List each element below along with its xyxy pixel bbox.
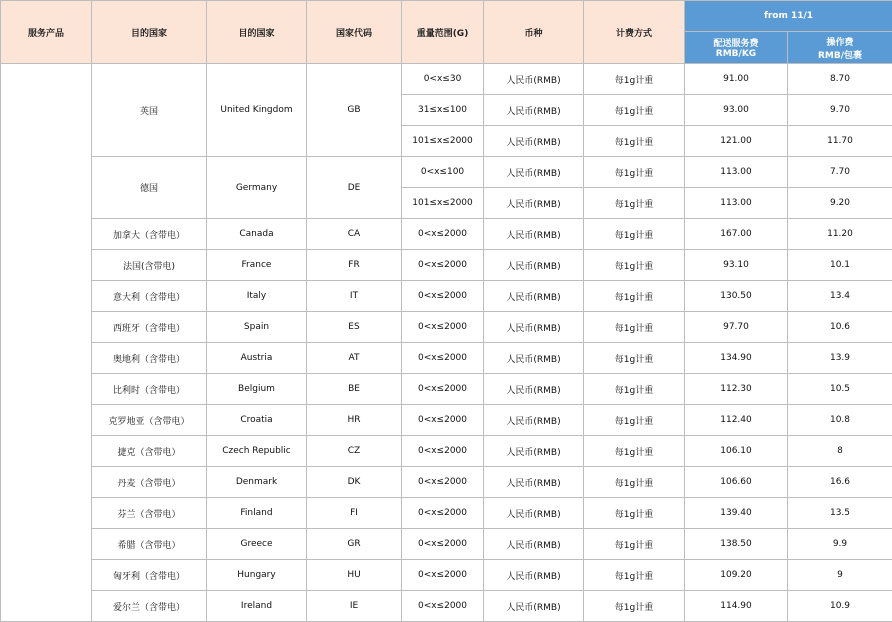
- table-row: [1, 281, 892, 312]
- header-country-code: 国家代码: [307, 1, 402, 64]
- header-weight-range: 重量范围(G): [402, 1, 484, 64]
- country-code-cell: BE: [307, 374, 402, 405]
- handling-fee-cell: 9.70: [788, 95, 892, 126]
- handling-fee-cell: 13.9: [788, 343, 892, 374]
- billing-method-cell: 每1g计重: [584, 498, 685, 529]
- table-row: [1, 498, 892, 529]
- country-code-cell: GR: [307, 529, 402, 560]
- delivery-fee-cell: 91.00: [685, 64, 788, 95]
- weight-range-cell: 0<x≤2000: [402, 436, 484, 467]
- country-en-cell: Italy: [207, 281, 307, 312]
- handling-fee-cell: 8.70: [788, 64, 892, 95]
- billing-method-cell: 每1g计重: [584, 467, 685, 498]
- billing-method-cell: 每1g计重: [584, 405, 685, 436]
- delivery-fee-cell: 109.20: [685, 560, 788, 591]
- header-currency: 币种: [484, 1, 584, 64]
- header-delivery-fee-label: 配送服务费: [713, 39, 759, 49]
- table-row: [1, 436, 892, 467]
- country-cn-cell: 丹麦（含带电）: [92, 467, 207, 498]
- handling-fee-cell: 10.9: [788, 591, 892, 622]
- handling-fee-cell: 10.1: [788, 250, 892, 281]
- currency-cell: 人民币(RMB): [484, 219, 584, 250]
- header-handling-fee-label: 操作费: [826, 37, 854, 48]
- country-en-cell: United Kingdom: [207, 64, 307, 157]
- table-row: [1, 157, 892, 188]
- country-cn-cell: 德国: [92, 157, 207, 219]
- handling-fee-cell: 10.5: [788, 374, 892, 405]
- weight-range-cell: 0<x≤2000: [402, 591, 484, 622]
- handling-fee-cell: 10.6: [788, 312, 892, 343]
- country-code-cell: ES: [307, 312, 402, 343]
- country-cn-cell: 匈牙利（含带电）: [92, 560, 207, 591]
- handling-fee-cell: 11.20: [788, 219, 892, 250]
- weight-range-cell: 0<x≤2000: [402, 405, 484, 436]
- weight-range-cell: 0<x≤2000: [402, 560, 484, 591]
- country-en-cell: France: [207, 250, 307, 281]
- currency-cell: 人民币(RMB): [484, 591, 584, 622]
- country-en-cell: Canada: [207, 219, 307, 250]
- country-code-cell: DE: [307, 157, 402, 219]
- table-row: [1, 374, 892, 405]
- currency-cell: 人民币(RMB): [484, 281, 584, 312]
- currency-cell: 人民币(RMB): [484, 405, 584, 436]
- country-cn-cell: 爱尔兰（含带电）: [92, 591, 207, 622]
- table-body: [1, 64, 892, 622]
- currency-cell: 人民币(RMB): [484, 188, 584, 219]
- country-en-cell: Ireland: [207, 591, 307, 622]
- billing-method-cell: 每1g计重: [584, 529, 685, 560]
- delivery-fee-cell: 139.40: [685, 498, 788, 529]
- country-cn-cell: 比利时（含带电）: [92, 374, 207, 405]
- handling-fee-cell: 13.5: [788, 498, 892, 529]
- currency-cell: 人民币(RMB): [484, 157, 584, 188]
- country-code-cell: IT: [307, 281, 402, 312]
- currency-cell: 人民币(RMB): [484, 529, 584, 560]
- weight-range-cell: 0<x≤2000: [402, 498, 484, 529]
- billing-method-cell: 每1g计重: [584, 560, 685, 591]
- country-en-cell: Denmark: [207, 467, 307, 498]
- country-code-cell: GB: [307, 64, 402, 157]
- billing-method-cell: 每1g计重: [584, 591, 685, 622]
- handling-fee-cell: 11.70: [788, 126, 892, 157]
- delivery-fee-cell: 130.50: [685, 281, 788, 312]
- delivery-fee-cell: 106.10: [685, 436, 788, 467]
- header-delivery-fee: [685, 32, 788, 64]
- weight-range-cell: 0<x≤100: [402, 157, 484, 188]
- weight-range-cell: 0<x≤2000: [402, 250, 484, 281]
- weight-range-cell: 0<x≤2000: [402, 467, 484, 498]
- country-cn-cell: 法国(含带电): [92, 250, 207, 281]
- table-row: [1, 219, 892, 250]
- country-code-cell: FI: [307, 498, 402, 529]
- country-cn-cell: 奥地利（含带电）: [92, 343, 207, 374]
- weight-range-cell: 0<x≤2000: [402, 343, 484, 374]
- country-cn-cell: 芬兰（含带电）: [92, 498, 207, 529]
- delivery-fee-cell: 113.00: [685, 157, 788, 188]
- currency-cell: 人民币(RMB): [484, 343, 584, 374]
- currency-cell: 人民币(RMB): [484, 64, 584, 95]
- table-row: [1, 405, 892, 436]
- country-code-cell: IE: [307, 591, 402, 622]
- header-billing-method: 计费方式: [584, 1, 685, 64]
- table-row: [1, 467, 892, 498]
- delivery-fee-cell: 121.00: [685, 126, 788, 157]
- delivery-fee-cell: 167.00: [685, 219, 788, 250]
- country-en-cell: Belgium: [207, 374, 307, 405]
- country-en-cell: Czech Republic: [207, 436, 307, 467]
- country-en-cell: Germany: [207, 157, 307, 219]
- country-cn-cell: 克罗地亚（含带电）: [92, 405, 207, 436]
- handling-fee-cell: 16.6: [788, 467, 892, 498]
- delivery-fee-cell: 112.30: [685, 374, 788, 405]
- country-en-cell: Austria: [207, 343, 307, 374]
- header-dest-country-cn: 目的国家: [92, 1, 207, 64]
- billing-method-cell: 每1g计重: [584, 188, 685, 219]
- header-service-product: 服务产品: [1, 1, 92, 64]
- currency-cell: 人民币(RMB): [484, 498, 584, 529]
- country-cn-cell: 希腊（含带电）: [92, 529, 207, 560]
- country-code-cell: DK: [307, 467, 402, 498]
- billing-method-cell: 每1g计重: [584, 126, 685, 157]
- delivery-fee-cell: 113.00: [685, 188, 788, 219]
- weight-range-cell: 0<x≤2000: [402, 219, 484, 250]
- weight-range-cell: 0<x≤2000: [402, 529, 484, 560]
- delivery-fee-cell: 134.90: [685, 343, 788, 374]
- header-handling-fee-unit: RMB/包裹: [817, 50, 863, 61]
- handling-fee-cell: 13.4: [788, 281, 892, 312]
- table-row: [1, 250, 892, 281]
- country-code-cell: CA: [307, 219, 402, 250]
- country-code-cell: HR: [307, 405, 402, 436]
- country-en-cell: Greece: [207, 529, 307, 560]
- table-row: [1, 343, 892, 374]
- handling-fee-cell: 8: [788, 436, 892, 467]
- header-delivery-fee-unit: RMB/KG: [715, 49, 757, 59]
- handling-fee-cell: 10.8: [788, 405, 892, 436]
- billing-method-cell: 每1g计重: [584, 312, 685, 343]
- country-en-cell: Spain: [207, 312, 307, 343]
- country-en-cell: Finland: [207, 498, 307, 529]
- weight-range-cell: 101≤x≤2000: [402, 188, 484, 219]
- table-row: [1, 591, 892, 622]
- weight-range-cell: 101≤x≤2000: [402, 126, 484, 157]
- delivery-fee-cell: 114.90: [685, 591, 788, 622]
- billing-method-cell: 每1g计重: [584, 374, 685, 405]
- currency-cell: 人民币(RMB): [484, 312, 584, 343]
- weight-range-cell: 0<x≤2000: [402, 281, 484, 312]
- table-row: [1, 560, 892, 591]
- currency-cell: 人民币(RMB): [484, 560, 584, 591]
- delivery-fee-cell: 138.50: [685, 529, 788, 560]
- billing-method-cell: 每1g计重: [584, 436, 685, 467]
- header-handling-fee: [788, 32, 892, 64]
- currency-cell: 人民币(RMB): [484, 374, 584, 405]
- weight-range-cell: 31≤x≤100: [402, 95, 484, 126]
- handling-fee-cell: 9.20: [788, 188, 892, 219]
- delivery-fee-cell: 93.10: [685, 250, 788, 281]
- country-code-cell: HU: [307, 560, 402, 591]
- delivery-fee-cell: 112.40: [685, 405, 788, 436]
- header-from-period: from 11/1: [685, 1, 892, 32]
- currency-cell: 人民币(RMB): [484, 95, 584, 126]
- country-code-cell: CZ: [307, 436, 402, 467]
- currency-cell: 人民币(RMB): [484, 467, 584, 498]
- delivery-fee-cell: 97.70: [685, 312, 788, 343]
- country-en-cell: Hungary: [207, 560, 307, 591]
- header-dest-country-en: 目的国家: [207, 1, 307, 64]
- weight-range-cell: 0<x≤2000: [402, 312, 484, 343]
- weight-range-cell: 0<x≤2000: [402, 374, 484, 405]
- country-en-cell: Croatia: [207, 405, 307, 436]
- country-cn-cell: 捷克（含带电）: [92, 436, 207, 467]
- delivery-fee-cell: 93.00: [685, 95, 788, 126]
- table-header: [1, 1, 892, 64]
- billing-method-cell: 每1g计重: [584, 250, 685, 281]
- billing-method-cell: 每1g计重: [584, 343, 685, 374]
- table-row: [1, 529, 892, 560]
- handling-fee-cell: 7.70: [788, 157, 892, 188]
- billing-method-cell: 每1g计重: [584, 64, 685, 95]
- table-row: [1, 64, 892, 95]
- country-cn-cell: 加拿大（含带电）: [92, 219, 207, 250]
- country-code-cell: AT: [307, 343, 402, 374]
- billing-method-cell: 每1g计重: [584, 219, 685, 250]
- billing-method-cell: 每1g计重: [584, 281, 685, 312]
- weight-range-cell: 0<x≤30: [402, 64, 484, 95]
- handling-fee-cell: 9.9: [788, 529, 892, 560]
- delivery-fee-cell: 106.60: [685, 467, 788, 498]
- billing-method-cell: 每1g计重: [584, 157, 685, 188]
- service-product-cell: [1, 64, 92, 622]
- country-cn-cell: 意大利（含带电）: [92, 281, 207, 312]
- handling-fee-cell: 9: [788, 560, 892, 591]
- currency-cell: 人民币(RMB): [484, 436, 584, 467]
- table-row: [1, 312, 892, 343]
- country-cn-cell: 西班牙（含带电）: [92, 312, 207, 343]
- currency-cell: 人民币(RMB): [484, 126, 584, 157]
- country-cn-cell: 英国: [92, 64, 207, 157]
- country-code-cell: FR: [307, 250, 402, 281]
- currency-cell: 人民币(RMB): [484, 250, 584, 281]
- billing-method-cell: 每1g计重: [584, 95, 685, 126]
